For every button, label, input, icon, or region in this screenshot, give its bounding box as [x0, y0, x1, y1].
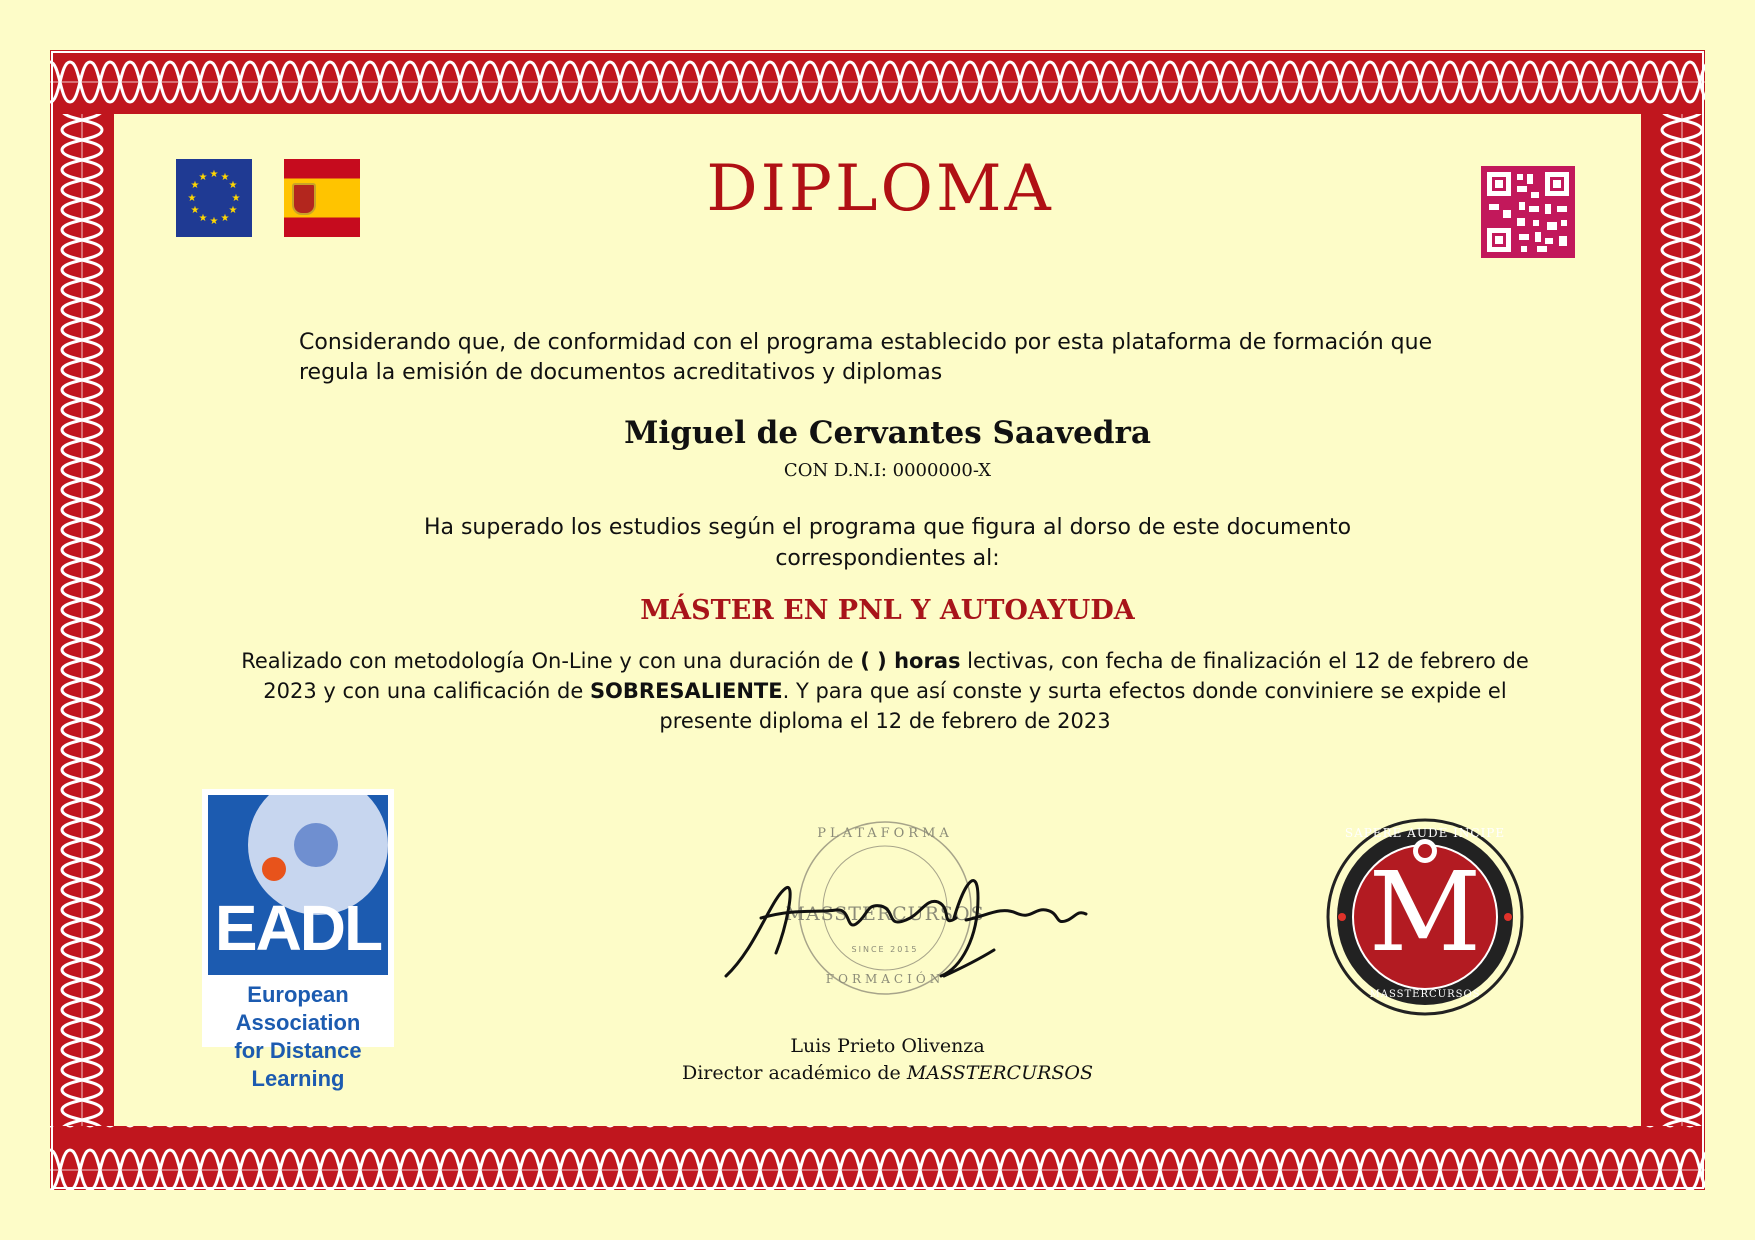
signatory-organization: MASSTERCURSOS [906, 1062, 1094, 1084]
logo-motto: SAPERE AUDE INCIPE [1344, 826, 1506, 840]
recipient-name: Miguel de Cervantes Saavedra [624, 415, 1151, 451]
eadl-logo-mark [208, 795, 388, 975]
spain-flag-icon [284, 159, 360, 237]
svg-text:★: ★ [190, 205, 200, 216]
signatory-name: Luis Prieto Olivenza [790, 1035, 985, 1057]
handwritten-signature [716, 858, 1116, 988]
svg-text:★: ★ [228, 205, 238, 216]
svg-text:★: ★ [187, 193, 197, 204]
eu-flag-icon [176, 159, 252, 237]
eadl-logo [202, 789, 394, 1091]
diploma-title: DIPLOMA [706, 152, 1054, 226]
recipient-id: CON D.N.I: 0000000-X [783, 460, 992, 481]
coat-of-arms-icon [292, 183, 316, 215]
details-paragraph [230, 646, 1540, 736]
svg-text:★: ★ [209, 216, 219, 227]
seal-brand-text: MASSTERCURSOS [785, 903, 985, 925]
eadl-full-name: European Association for Distance Learning [234, 982, 362, 1091]
grade: SOBRESALIENTE [589, 679, 783, 703]
eadl-acronym: EADL [214, 892, 382, 964]
signatory-block [620, 1033, 1155, 1087]
svg-text:★: ★ [209, 169, 219, 180]
svg-text:★: ★ [228, 180, 238, 191]
qr-code-icon [1481, 166, 1575, 258]
course-hours: ( ) horas [860, 649, 961, 673]
svg-text:★: ★ [220, 172, 230, 183]
logo-name: MASSTERCURSOS [1369, 989, 1481, 1000]
logo-letter: M [1368, 848, 1482, 976]
svg-text:★: ★ [190, 180, 200, 191]
svg-text:★: ★ [231, 193, 241, 204]
eadl-orange-dot-icon [262, 857, 286, 881]
details-text-2: lectivas, con fecha de finalización el 12 de febrero de 2023 y con una calificación de [263, 649, 1529, 703]
signatory-role: Director académico de MASSTERCURSOS [681, 1062, 1094, 1084]
seal-since-text: SINCE 2015 [851, 945, 919, 954]
studies-paragraph: Ha superado los estudios según el programa que figura al dorso de este documento correspondientes al: [423, 515, 1352, 571]
seal-top-text: PLATAFORMA [817, 826, 953, 841]
intro-paragraph: Considerando que, de conformidad con el programa establecido por esta plataforma de formación que regula la emisión de documentos acreditativos y diplomas [299, 330, 1433, 385]
details-text-3: . Y para que así conste y surta efectos donde conviniere se expide el presente diploma el 12 de febrero de 2023 [659, 679, 1507, 733]
svg-text:★: ★ [198, 213, 208, 224]
svg-text:★: ★ [198, 172, 208, 183]
course-title: MÁSTER EN PNL Y AUTOAYUDA [640, 595, 1135, 626]
svg-text:★: ★ [220, 213, 230, 224]
details-text-1: Realizado con metodología On-Line y con una duración de [241, 649, 861, 673]
seal-bottom-text: FORMACIÓN [825, 972, 945, 986]
